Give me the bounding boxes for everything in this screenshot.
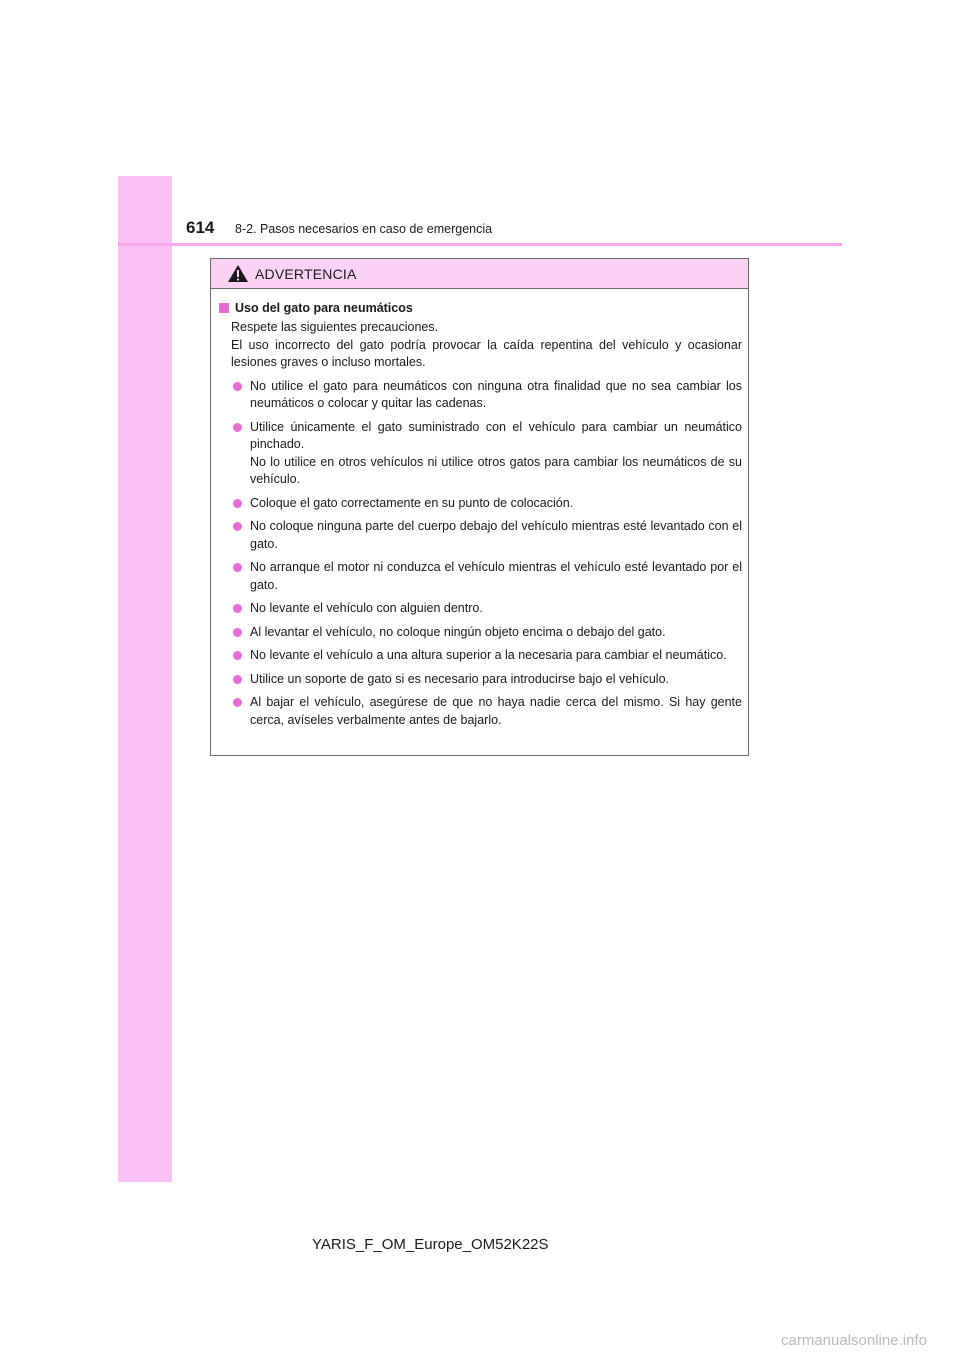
list-item-text: Al levantar el vehículo, no coloque ningún objeto encima o debajo del gato. bbox=[250, 624, 666, 639]
section-title: 8-2. Pasos necesarios en caso de emergencia bbox=[235, 222, 493, 236]
list-item-text: No levante el vehículo a una altura superior a la necesaria para cambiar el neumático. bbox=[250, 648, 727, 662]
circle-bullet-icon bbox=[233, 628, 242, 637]
list-item bbox=[219, 671, 742, 689]
list-item bbox=[219, 647, 742, 665]
circle-bullet-icon bbox=[233, 651, 242, 660]
circle-bullet-icon bbox=[233, 698, 242, 707]
page-number: 614 bbox=[186, 218, 215, 237]
list-item bbox=[219, 559, 742, 594]
header-rule bbox=[118, 243, 842, 246]
circle-bullet-icon bbox=[233, 563, 242, 572]
precaution-list bbox=[219, 378, 742, 730]
side-tab-band bbox=[118, 176, 172, 1182]
circle-bullet-icon bbox=[233, 382, 242, 391]
list-item-text: Utilice únicamente el gato suministrado con el vehículo para cambiar un neumático pinchado. bbox=[250, 419, 742, 451]
circle-bullet-icon bbox=[233, 423, 242, 432]
list-item-text: No levante el vehículo con alguien dentro. bbox=[250, 601, 483, 615]
list-item-text: No coloque ninguna parte del cuerpo debajo del vehículo mientras esté levantado con el gato. bbox=[250, 519, 742, 551]
square-bullet-icon bbox=[219, 303, 229, 313]
warning-body bbox=[211, 289, 748, 729]
intro-line: El uso incorrecto del gato podría provocar la caída repentina del vehículo y ocasionar lesiones graves o incluso mortales. bbox=[231, 337, 742, 369]
list-item-text: No utilice el gato para neumáticos con ninguna otra finalidad que no sea cambiar los neumáticos o colocar y quitar las cadenas. bbox=[250, 378, 742, 410]
circle-bullet-icon bbox=[233, 604, 242, 613]
circle-bullet-icon bbox=[233, 499, 242, 508]
list-item-text: Coloque el gato correctamente en su punto de colocación. bbox=[250, 495, 574, 510]
warning-box bbox=[210, 258, 749, 756]
warning-triangle-icon bbox=[227, 264, 249, 283]
list-item-text: Al bajar el vehículo, asegúrese de que no haya nadie cerca del mismo. Si hay gente cerca, avíseles verbalmente antes de bajarlo. bbox=[250, 695, 742, 727]
list-item bbox=[219, 419, 742, 489]
warning-subheading bbox=[219, 301, 742, 315]
watermark: carmanualsonline.info bbox=[781, 1332, 927, 1349]
list-item bbox=[219, 518, 742, 553]
list-item bbox=[219, 378, 742, 413]
subheading-text: Uso del gato para neumáticos bbox=[235, 301, 413, 315]
circle-bullet-icon bbox=[233, 675, 242, 684]
list-item-text: Utilice un soporte de gato si es necesario para introducirse bajo el vehículo. bbox=[250, 671, 669, 686]
document-code: YARIS_F_OM_Europe_OM52K22S bbox=[312, 1236, 549, 1253]
warning-header bbox=[211, 259, 748, 289]
intro-text bbox=[219, 319, 742, 372]
list-item bbox=[219, 495, 742, 513]
intro-line: Respete las siguientes precauciones. bbox=[231, 320, 439, 334]
list-item bbox=[219, 694, 742, 729]
warning-title: ADVERTENCIA bbox=[255, 265, 357, 282]
list-item-text: No arranque el motor ni conduzca el vehículo mientras el vehículo esté levantado por el gato. bbox=[250, 560, 742, 592]
list-item bbox=[219, 600, 742, 618]
list-item bbox=[219, 624, 742, 642]
circle-bullet-icon bbox=[233, 522, 242, 531]
list-item-text: No lo utilice en otros vehículos ni utilice otros gatos para cambiar los neumáticos de su vehículo. bbox=[250, 454, 742, 486]
